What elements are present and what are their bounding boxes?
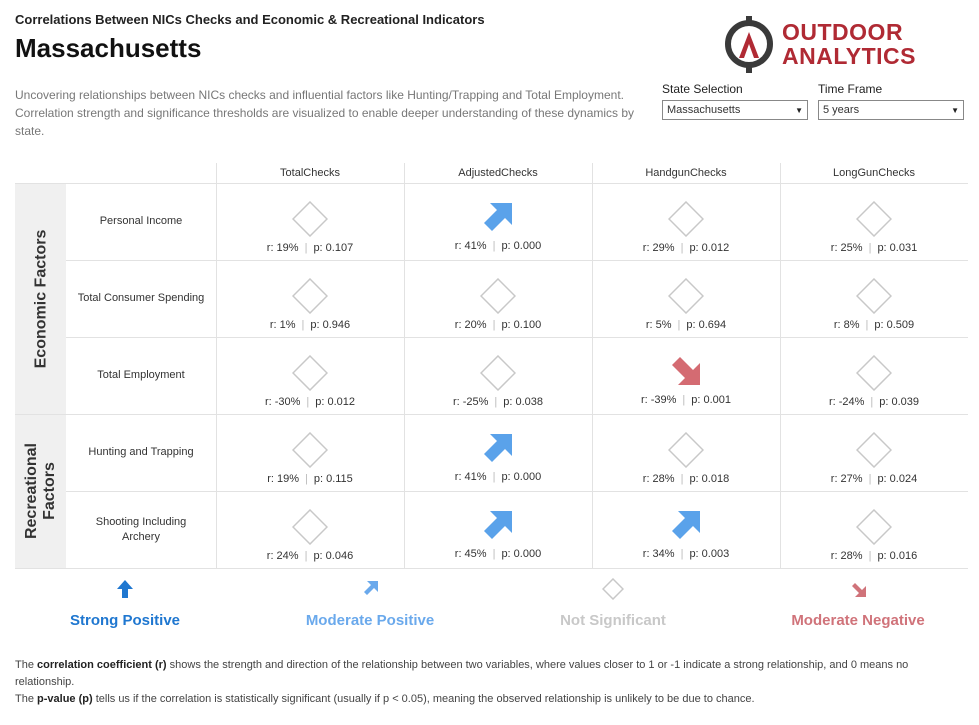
time-frame-label: Time Frame [818, 82, 883, 96]
group-label [21, 414, 61, 568]
r-value: r: 8% [833, 319, 860, 331]
r-value: r: 5% [645, 319, 672, 331]
not-significant-icon [292, 355, 328, 391]
legend-item-not-significant [503, 578, 723, 629]
footnote-p-post: tells us if the correlation is statistically significant (usually if p < 0.05), meaning the observed relationship is unlikely to be due to chance. [92, 693, 755, 705]
time-frame-filter [818, 82, 964, 120]
r-value: r: -30% [264, 396, 301, 408]
group-label-line: Factors [41, 462, 58, 520]
dashboard-subtitle: Correlations Between NICs Checks and Economic & Recreational Indicators [15, 12, 485, 27]
row-label [66, 414, 216, 491]
r-value: r: 29% [642, 242, 675, 254]
correlation-cell[interactable] [216, 491, 404, 568]
row-label-text: Personal Income [99, 215, 183, 227]
legend-label: Not Significant [560, 612, 666, 629]
stat-separator: | [680, 548, 684, 560]
p-value: p: 0.039 [879, 396, 920, 408]
not-significant-icon [856, 355, 892, 391]
r-value: r: -25% [452, 396, 489, 408]
not-significant-icon [292, 509, 328, 545]
stat-separator: | [304, 550, 308, 562]
cell-stats [592, 548, 780, 560]
cell-stats [592, 242, 780, 254]
dashboard-description: Uncovering relationships between NICs checks and influential factors like Hunting/Trapping and Total Employment. Correlation strength and significance thresholds are visualized to enable deeper understanding of these dynamics by state. [15, 88, 635, 138]
cell-stats [592, 473, 780, 485]
row-label [66, 337, 216, 414]
legend-label: Strong Positive [69, 612, 181, 629]
stat-separator: | [492, 548, 496, 560]
footnote-correlation [15, 657, 965, 691]
legend-icon [260, 578, 480, 600]
page-title: Massachusetts [15, 33, 202, 63]
row-label [66, 183, 216, 260]
crosshair-logo-icon [724, 14, 778, 74]
time-frame-value: 5 years [823, 104, 860, 116]
r-value: r: 41% [454, 240, 487, 252]
r-value: r: 20% [454, 319, 487, 331]
outdoor-analytics-logo [724, 14, 914, 74]
p-value: p: 0.000 [501, 471, 542, 483]
moderate-positive-arrow-icon [480, 199, 516, 235]
row-label-text: Hunting and Trapping [88, 446, 194, 458]
r-value: r: 41% [454, 471, 487, 483]
cell-stats [592, 319, 780, 331]
cell-stats [780, 319, 968, 331]
not-significant-icon [292, 201, 328, 237]
p-value: p: 0.003 [689, 548, 730, 560]
time-frame-dropdown[interactable] [818, 100, 964, 120]
not-significant-icon [668, 201, 704, 237]
cell-stats [592, 394, 780, 406]
stat-separator: | [492, 471, 496, 483]
column-header: TotalChecks [280, 167, 340, 179]
correlation-cell[interactable] [216, 337, 404, 414]
correlation-cell[interactable] [592, 337, 780, 414]
strong-positive-arrow-icon [114, 578, 136, 600]
correlation-cell[interactable] [216, 414, 404, 491]
not-significant-icon [480, 278, 516, 314]
moderate-positive-arrow-icon [668, 507, 704, 543]
correlation-cell[interactable] [592, 414, 780, 491]
p-value: p: 0.038 [503, 396, 544, 408]
correlation-cell[interactable] [404, 414, 592, 491]
group-label-line: Economic Factors [32, 229, 49, 368]
cell-stats [780, 473, 968, 485]
state-selection-filter [662, 82, 808, 120]
p-value: p: 0.018 [689, 473, 730, 485]
r-value: r: -39% [640, 394, 677, 406]
stat-separator: | [865, 319, 869, 331]
r-value: r: 28% [830, 550, 863, 562]
logo-text-line1: OUTDOOR [782, 19, 904, 45]
moderate-negative-arrow-icon [668, 353, 704, 389]
correlation-cell[interactable] [592, 260, 780, 337]
not-significant-icon [292, 278, 328, 314]
cell-stats [404, 548, 592, 560]
stat-separator: | [492, 319, 496, 331]
not-significant-icon [668, 278, 704, 314]
cell-stats [404, 471, 592, 483]
cell-stats [780, 242, 968, 254]
cell-stats [216, 242, 404, 254]
cell-stats [780, 396, 968, 408]
p-value: p: 0.000 [501, 240, 542, 252]
legend-icon [748, 578, 968, 600]
state-selection-label: State Selection [662, 82, 743, 96]
p-value: p: 0.001 [691, 394, 732, 406]
stat-separator: | [870, 396, 874, 408]
cell-stats [404, 319, 592, 331]
p-value: p: 0.024 [877, 473, 918, 485]
p-value: p: 0.012 [689, 242, 730, 254]
p-value: p: 0.115 [313, 473, 353, 485]
footnote-pvalue [15, 691, 965, 708]
cell-stats [404, 396, 592, 408]
not-significant-icon [480, 355, 516, 391]
correlation-cell[interactable] [780, 183, 968, 260]
stat-separator: | [492, 240, 496, 252]
stat-separator: | [306, 396, 310, 408]
correlation-cell[interactable] [780, 491, 968, 568]
row-label-text: Total Consumer Spending [77, 292, 205, 304]
footnote-r-term: correlation coefficient (r) [37, 659, 167, 671]
correlation-cell[interactable] [780, 260, 968, 337]
cell-stats [216, 473, 404, 485]
correlation-cell[interactable] [216, 260, 404, 337]
legend-icon [503, 578, 723, 600]
row-label-text: Total Employment [97, 369, 185, 381]
stat-separator: | [680, 242, 684, 254]
p-value: p: 0.012 [315, 396, 356, 408]
correlation-cell[interactable] [216, 183, 404, 260]
row-label [66, 491, 216, 568]
r-value: r: 25% [830, 242, 863, 254]
p-value: p: 0.509 [874, 319, 915, 331]
legend-item-moderate-positive [260, 578, 480, 629]
stat-separator: | [304, 473, 308, 485]
stat-separator: | [682, 394, 686, 406]
not-significant-icon [856, 432, 892, 468]
correlation-matrix [15, 163, 968, 568]
logo-text-line2: ANALYTICS [782, 43, 916, 69]
stat-separator: | [677, 319, 681, 331]
not-significant-icon [668, 432, 704, 468]
r-value: r: 1% [269, 319, 296, 331]
p-value: p: 0.031 [877, 242, 918, 254]
row-label [66, 260, 216, 337]
legend-label: Moderate Negative [791, 612, 925, 629]
r-value: r: 24% [266, 550, 299, 562]
column-header: HandgunChecks [645, 167, 727, 179]
p-value: p: 0.694 [686, 319, 727, 331]
legend-icon [15, 578, 235, 600]
group-label-line: Recreational [23, 442, 40, 540]
column-header: LongGunChecks [833, 167, 915, 179]
cell-stats [216, 396, 404, 408]
grid-divider [15, 568, 968, 569]
not-significant-icon [292, 432, 328, 468]
footnote-r-post: shows the strength and direction of the relationship between two variables, where values closer to 1 or -1 indicate a strong relationship, and 0 means no relationship. [15, 659, 909, 688]
chevron-down-icon: ▼ [795, 105, 803, 115]
p-value: p: 0.946 [310, 319, 351, 331]
r-value: r: 27% [830, 473, 863, 485]
footnote-p-term: p-value (p) [37, 693, 93, 705]
correlation-cell[interactable] [404, 183, 592, 260]
p-value: p: 0.100 [501, 319, 542, 331]
r-value: r: 19% [266, 242, 299, 254]
not-significant-icon [856, 509, 892, 545]
stat-separator: | [868, 242, 872, 254]
moderate-negative-arrow-icon [847, 578, 869, 600]
correlation-cell[interactable] [592, 491, 780, 568]
stat-separator: | [304, 242, 308, 254]
cell-stats [216, 550, 404, 562]
r-value: r: 19% [267, 473, 299, 485]
moderate-positive-arrow-icon [480, 430, 516, 466]
footnote-r-pre: The [15, 659, 38, 671]
moderate-positive-arrow-icon [359, 578, 381, 600]
state-selection-value: Massachusetts [667, 104, 741, 116]
correlation-cell[interactable] [780, 337, 968, 414]
p-value: p: 0.016 [877, 550, 918, 562]
group-label [21, 183, 61, 414]
moderate-positive-arrow-icon [480, 507, 516, 543]
correlation-cell[interactable] [592, 183, 780, 260]
correlation-cell[interactable] [404, 260, 592, 337]
r-value: r: 45% [454, 548, 487, 560]
legend-item-strong-positive [15, 578, 235, 629]
not-significant-icon [856, 201, 892, 237]
legend-label: Moderate Positive [305, 612, 435, 629]
stat-separator: | [494, 396, 498, 408]
correlation-cell[interactable] [780, 414, 968, 491]
legend-item-moderate-negative [748, 578, 968, 629]
column-header: AdjustedChecks [458, 167, 538, 179]
cell-stats [780, 550, 968, 562]
p-value: p: 0.046 [313, 550, 354, 562]
r-value: r: -24% [828, 396, 865, 408]
r-value: r: 28% [642, 473, 675, 485]
stat-separator: | [868, 550, 872, 562]
stat-separator: | [301, 319, 305, 331]
cell-stats [404, 240, 592, 252]
correlation-cell[interactable] [404, 491, 592, 568]
stat-separator: | [868, 473, 872, 485]
correlation-cell[interactable] [404, 337, 592, 414]
cell-stats [216, 319, 404, 331]
footnote-p-pre: The [15, 693, 38, 705]
stat-separator: | [680, 473, 684, 485]
p-value: p: 0.107 [313, 242, 354, 254]
chevron-down-icon: ▼ [951, 105, 959, 115]
r-value: r: 34% [642, 548, 675, 560]
row-label-text: Shooting Including Archery [95, 515, 187, 543]
not-significant-icon [856, 278, 892, 314]
state-selection-dropdown[interactable] [662, 100, 808, 120]
not-significant-icon [602, 578, 624, 600]
p-value: p: 0.000 [501, 548, 542, 560]
